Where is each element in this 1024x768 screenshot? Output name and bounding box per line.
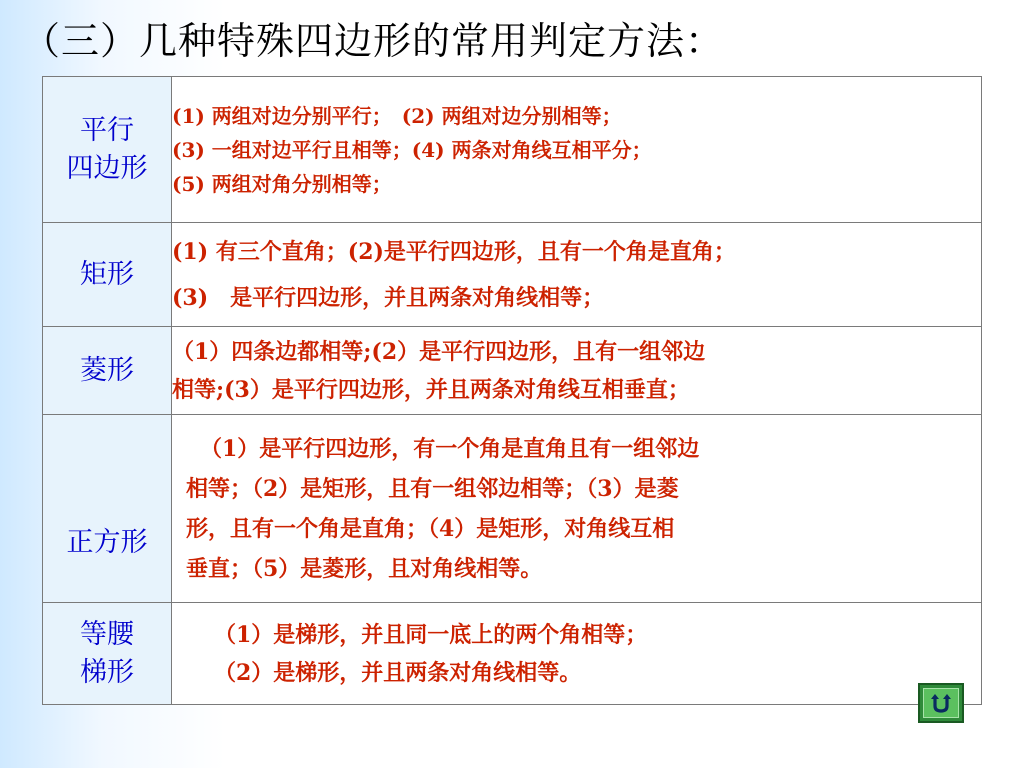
shape-name-rectangle xyxy=(43,223,172,327)
table-row xyxy=(43,327,982,415)
criteria-line: (1) 两组对边分别平行； (2) 两组对边分别相等； xyxy=(172,103,622,128)
criteria-line: (3) 一组对边平行且相等；(4) 两条对角线互相平分； xyxy=(172,137,652,162)
criteria-line: (1) 有三个直角；(2)是平行四边形，且有一个角是直角； xyxy=(172,238,736,265)
criteria-line: 相等;(3）是平行四边形，并且两条对角线互相垂直； xyxy=(172,376,690,403)
table-row xyxy=(43,77,982,223)
return-button[interactable] xyxy=(918,683,964,723)
criteria-line: 相等；（2）是矩形，且有一组邻边相等；（3）是菱 xyxy=(186,475,679,502)
criteria-line: (3) 是平行四边形，并且两条对角线相等； xyxy=(172,284,605,311)
criteria-parallelogram xyxy=(172,77,982,223)
criteria-line: (5) 两组对角分别相等； xyxy=(172,171,392,196)
table-row xyxy=(43,415,982,603)
shape-name-line: 平行 xyxy=(80,114,134,146)
shape-name-square xyxy=(43,415,172,603)
criteria-line: （2）是梯形，并且两条对角线相等。 xyxy=(214,659,582,686)
shape-name-line: 正方形 xyxy=(66,527,148,558)
criteria-line: 垂直；（5）是菱形，且对角线相等。 xyxy=(186,555,543,582)
u-turn-return-icon xyxy=(923,688,959,718)
criteria-isosceles-trapezoid xyxy=(172,603,982,705)
criteria-line: 形，且有一个角是直角；（4）是矩形，对角线互相 xyxy=(186,515,675,542)
page-title: （三）几种特殊四边形的常用判定方法： xyxy=(22,19,725,63)
criteria-table xyxy=(42,76,982,705)
criteria-rectangle xyxy=(172,223,982,327)
table-row xyxy=(43,603,982,705)
shape-name-line: 四边形 xyxy=(66,152,148,184)
shape-name-line: 等腰 xyxy=(80,618,134,650)
shape-name-line: 菱形 xyxy=(80,354,134,386)
shape-name-isosceles-trapezoid xyxy=(43,603,172,705)
criteria-line: （1）是平行四边形，有一个角是直角且有一组邻边 xyxy=(200,435,700,462)
table-row xyxy=(43,223,982,327)
criteria-line: （1）是梯形，并且同一底上的两个角相等； xyxy=(214,621,648,648)
shape-name-parallelogram xyxy=(43,77,172,223)
criteria-line: （1）四条边都相等;(2）是平行四边形，且有一组邻边 xyxy=(172,338,706,365)
shape-name-line: 梯形 xyxy=(80,656,134,688)
criteria-square xyxy=(172,415,982,603)
shape-name-rhombus xyxy=(43,327,172,415)
criteria-rhombus xyxy=(172,327,982,415)
shape-name-line: 矩形 xyxy=(80,258,134,290)
